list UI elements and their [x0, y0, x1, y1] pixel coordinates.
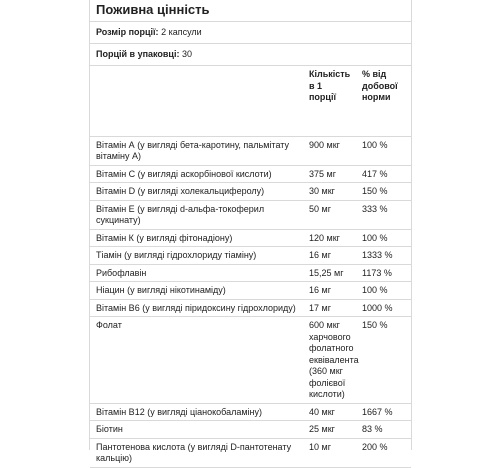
nutrient-amount: 375 мг [309, 168, 336, 179]
nutrient-amount: 50 мг [309, 203, 331, 214]
serving-size-value: 2 капсули [161, 27, 202, 37]
nutrient-daily-value: 150 % [362, 320, 388, 330]
table-row [90, 264, 411, 282]
table-row [90, 200, 411, 229]
nutrient-amount: 15,25 мг [309, 267, 344, 278]
panel-title: Поживна цінність [90, 0, 411, 22]
table-header-row [90, 66, 411, 136]
header-amount: Кількість в 1 порції [309, 69, 351, 102]
nutrient-daily-value: 83 % [362, 424, 383, 434]
nutrient-amount: 40 мкг [309, 406, 335, 417]
table-row [90, 229, 411, 247]
serving-size-label: Розмір порції: [96, 27, 159, 37]
servings-label: Порцій в упаковці: [96, 49, 180, 59]
header-daily-value: % від добової норми [362, 69, 398, 102]
nutrient-daily-value: 1000 % [362, 302, 393, 313]
nutrient-name: Вітамін Е (у вигляді d-альфа-токоферил сукцинату) [96, 203, 265, 225]
nutrient-daily-value: 100 % [362, 139, 388, 150]
nutrient-name: Вітамін D (у вигляді холекальциферолу) [96, 186, 265, 196]
nutrient-daily-value: 1173 % [362, 267, 392, 278]
nutrient-amount: 16 мг [309, 250, 331, 260]
table-row [90, 136, 411, 165]
table-row [90, 165, 411, 183]
nutrient-daily-value: 1667 % [362, 406, 393, 417]
nutrition-facts-panel [89, 0, 412, 463]
nutrient-name: Вітамін С (у вигляді аскорбінової кислоти) [96, 168, 272, 179]
nutrient-daily-value: 100 % [362, 232, 388, 243]
nutrient-amount: 10 мг [309, 441, 331, 452]
table-row [90, 282, 411, 300]
nutrient-amount: 900 мкг [309, 139, 340, 150]
nutrient-name: Вітамін А (у вигляді бета-каротину, пальмітату вітаміну А) [96, 139, 289, 161]
nutrients-table-body [90, 136, 411, 467]
table-row [90, 183, 411, 201]
nutrient-name: Вітамін В12 (у вигляді ціанокобаламіну) [96, 406, 263, 417]
nutrient-name: Пантотенова кислота (у вигляді D-пантотенату кальцію) [96, 441, 292, 463]
table-row [90, 438, 411, 467]
nutrient-daily-value: 200 % [362, 441, 388, 452]
table-row [90, 421, 411, 439]
nutrient-amount: 30 мкг [309, 186, 335, 196]
servings-value: 30 [181, 49, 192, 59]
nutrient-name: Вітамін В6 (у вигляді піридоксину гідрохлориду) [96, 302, 296, 313]
nutrient-daily-value: 417 % [362, 168, 388, 179]
nutrient-daily-value: 1333 % [362, 250, 393, 260]
table-row [90, 403, 411, 421]
table-row [90, 299, 411, 317]
nutrient-name: Рибофлавін [96, 267, 147, 278]
nutrient-amount: 16 мг [309, 285, 331, 295]
nutrients-table [90, 66, 411, 468]
servings-per-container [90, 44, 411, 66]
nutrient-daily-value: 150 % [362, 186, 388, 196]
nutrient-daily-value: 333 % [362, 203, 388, 214]
nutrient-amount: 120 мкг [309, 232, 340, 243]
table-row [90, 317, 411, 404]
nutrient-name: Вітамін К (у вигляді фітонадіону) [96, 232, 233, 243]
nutrient-name: Фолат [96, 320, 122, 330]
serving-size [90, 22, 411, 44]
header-nutrient [90, 66, 303, 136]
nutrient-amount: 600 мкг харчового фолатного еквівалента (360 мкг фолієвої кислоти) [309, 320, 359, 399]
nutrient-name: Ніацин (у вигляді нікотинаміду) [96, 285, 226, 295]
table-row [90, 247, 411, 265]
nutrient-name: Тіамін (у вигляді гідрохлориду тіаміну) [96, 250, 257, 260]
nutrient-name: Біотин [96, 424, 123, 434]
nutrient-daily-value: 100 % [362, 285, 388, 295]
nutrient-amount: 25 мкг [309, 424, 335, 434]
nutrient-amount: 17 мг [309, 302, 331, 313]
